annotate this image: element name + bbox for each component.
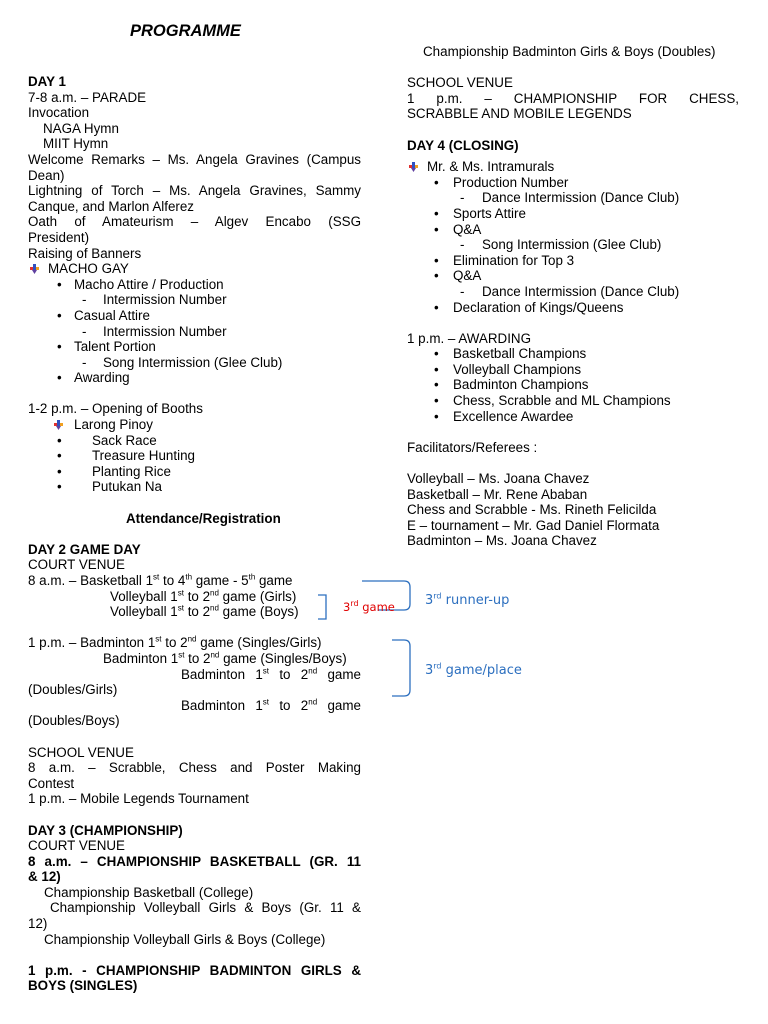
champ-badminton: 1 p.m. - CHAMPIONSHIP BADMINTON GIRLS & xyxy=(28,962,361,978)
day2-heading: DAY 2 GAME DAY xyxy=(28,541,141,557)
list-item: • Q&A xyxy=(407,268,739,284)
list-item: - Intermission Number xyxy=(28,292,361,308)
invocation: Invocation xyxy=(28,105,90,121)
scrabble-chess: 8 a.m. – Scrabble, Chess and Poster Making xyxy=(28,760,361,776)
list-item: • Planting Rice xyxy=(28,464,361,480)
list-item: • Declaration of Kings/Queens xyxy=(407,300,739,316)
naga-hymn: NAGA Hymn xyxy=(43,120,119,136)
list-item: • Sports Attire xyxy=(407,206,739,222)
list-item: • Production Number xyxy=(407,175,739,191)
day1-heading: DAY 1 xyxy=(28,74,66,89)
list-item: • Putukan Na xyxy=(28,479,361,495)
list-item: - Dance Intermission (Dance Club) xyxy=(407,284,739,300)
list-item: - Dance Intermission (Dance Club) xyxy=(407,190,739,206)
list-item: • Awarding xyxy=(28,370,361,386)
champ-badminton-doubles: Championship Badminton Girls & Boys (Doubles) xyxy=(423,44,716,59)
champ-chess-cont: SCRABBLE AND MOBILE LEGENDS xyxy=(407,106,632,122)
lightning-torch: Lightning of Torch – Ms. Angela Gravines, Sammy xyxy=(28,183,361,199)
champ-basketball-cont: & 12) xyxy=(28,869,61,885)
list-item: - Song Intermission (Glee Club) xyxy=(407,237,739,253)
third-game-note: 3rd game xyxy=(343,599,395,614)
badminton-doubles-girls: Badminton 1st to 2nd game xyxy=(181,666,361,682)
small-bracket xyxy=(318,595,326,619)
miit-hymn: MIIT Hymn xyxy=(43,136,109,152)
champ-volleyball-cont: 12) xyxy=(28,916,48,932)
mobile-legends: 1 p.m. – Mobile Legends Tournament xyxy=(28,791,249,807)
list-item: - Song Intermission (Glee Club) xyxy=(28,355,361,371)
champ-basketball: 8 a.m. – CHAMPIONSHIP BASKETBALL (GR. 11 xyxy=(28,853,361,869)
champ-volleyball-college: Championship Volleyball Girls & Boys (College) xyxy=(44,931,326,947)
volleyball-boys: Volleyball 1st to 2nd game (Boys) xyxy=(110,603,299,620)
badminton-singles-girls: 1 p.m. – Badminton 1st to 2nd game (Singles/Girls) xyxy=(28,634,322,651)
champ-basketball-college: Championship Basketball (College) xyxy=(44,884,254,900)
raising-banners: Raising of Banners xyxy=(28,245,142,261)
champ-chess: 1 p.m. – CHAMPIONSHIP FOR CHESS, xyxy=(407,90,739,106)
list-item: • Casual Attire xyxy=(28,308,361,324)
mr-ms-label: Mr. & Ms. Intramurals xyxy=(427,159,555,175)
day4-heading: DAY 4 (CLOSING) xyxy=(407,137,519,153)
awarding-heading: 1 p.m. – AWARDING xyxy=(407,330,532,346)
list-item: - Intermission Number xyxy=(28,324,361,340)
referee-item: Chess and Scrabble - Ms. Rineth Felicilda xyxy=(407,502,657,518)
school-venue: SCHOOL VENUE xyxy=(28,744,134,760)
champ-volleyball: Championship Volleyball Girls & Boys (Gr. 11 & xyxy=(50,900,361,916)
facilitators-heading: Facilitators/Referees : xyxy=(407,439,538,455)
court-venue: COURT VENUE xyxy=(28,557,125,573)
list-item: • Q&A xyxy=(407,222,739,238)
list-item: • Elimination for Top 3 xyxy=(407,253,739,269)
school-venue-day3: SCHOOL VENUE xyxy=(407,75,513,91)
list-item: • Talent Portion xyxy=(28,339,361,355)
badminton-doubles-girls-cont: (Doubles/Girls) xyxy=(28,682,118,698)
badminton-doubles-boys: Badminton 1st to 2nd game xyxy=(181,697,361,713)
list-item: • Sack Race xyxy=(28,433,361,449)
oath: Oath of Amateurism – Algev Encabo (SSG xyxy=(28,214,361,230)
referee-item: Basketball – Mr. Rene Ababan xyxy=(407,486,588,502)
welcome-remarks: Welcome Remarks – Ms. Angela Gravines (Campus xyxy=(28,151,361,167)
basketball-line: 8 a.m. – Basketball 1st to 4th game - 5th game xyxy=(28,572,293,588)
attendance-registration: Attendance/Registration xyxy=(126,510,281,526)
parade: 7-8 a.m. – PARADE xyxy=(28,89,147,105)
referee-item: Badminton – Ms. Joana Chavez xyxy=(407,533,597,549)
oath-cont: President) xyxy=(28,229,90,245)
list-item: • Volleyball Champions xyxy=(407,362,739,378)
lightning-torch-cont: Canque, and Marlon Alferez xyxy=(28,198,194,214)
third-game-place-note: 3rd game/place xyxy=(425,661,522,678)
list-item: • Macho Attire / Production xyxy=(28,277,361,293)
court-venue-day3: COURT VENUE xyxy=(28,838,125,854)
larong-pinoy-label: Larong Pinoy xyxy=(74,417,153,433)
badminton-doubles-boys-cont: (Doubles/Boys) xyxy=(28,713,120,729)
volleyball-girls: Volleyball 1st to 2nd game (Girls) xyxy=(110,588,297,604)
champ-badminton-cont: BOYS (SINGLES) xyxy=(28,978,138,994)
referee-item: E – tournament – Mr. Gad Daniel Flormata xyxy=(407,517,660,533)
list-item: • Chess, Scrabble and ML Champions xyxy=(407,393,739,409)
badminton-singles-boys: Badminton 1st to 2nd game (Singles/Boys) xyxy=(103,650,347,666)
list-item: • Basketball Champions xyxy=(407,346,739,362)
third-runner-up-note: 3rd runner-up xyxy=(425,591,510,608)
day3-heading: DAY 3 (CHAMPIONSHIP) xyxy=(28,822,183,838)
list-item: • Treasure Hunting xyxy=(28,448,361,464)
referee-item: Volleyball – Ms. Joana Chavez xyxy=(407,471,590,487)
place-bracket xyxy=(392,640,410,696)
booths: 1-2 p.m. – Opening of Booths xyxy=(28,401,203,417)
page-title: PROGRAMME xyxy=(130,22,241,40)
list-item: • Excellence Awardee xyxy=(407,409,739,425)
welcome-remarks-cont: Dean) xyxy=(28,167,65,183)
macho-gay-label: MACHO GAY xyxy=(48,261,129,277)
scrabble-chess-cont: Contest xyxy=(28,775,75,791)
list-item: • Badminton Champions xyxy=(407,377,739,393)
